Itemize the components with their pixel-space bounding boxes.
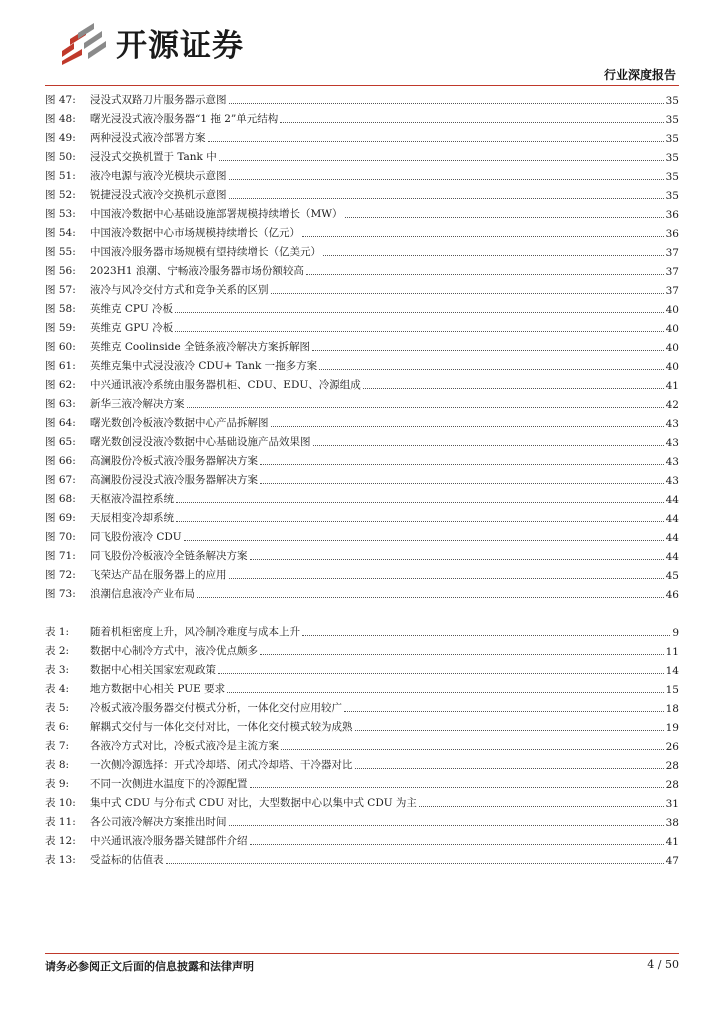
header-divider [45, 85, 679, 86]
entry-title: 英维克 Coolinside 全链条液冷解决方案拆解图 [90, 341, 311, 353]
table-entry[interactable] [45, 829, 679, 848]
table-entry[interactable] [45, 677, 679, 696]
entry-number: 图 72: [45, 569, 76, 581]
entry-page: 26 [665, 741, 679, 753]
entry-title: 英维克 CPU 冷板 [90, 303, 173, 315]
figure-entry[interactable] [45, 430, 679, 449]
figure-entry[interactable] [45, 164, 679, 183]
entry-title: 锐捷浸没式液冷交换机示意图 [90, 189, 227, 201]
entry-number: 图 70: [45, 531, 76, 543]
entry-title: 曙光数创冷板液冷数据中心产品拆解图 [90, 417, 269, 429]
dot-leader [280, 122, 663, 123]
entry-page: 37 [665, 285, 679, 297]
dot-leader [175, 312, 664, 313]
entry-number: 图 57: [45, 284, 76, 296]
entry-title: 曙光浸没式液冷服务器“1 拖 2”单元结构 [90, 113, 279, 125]
page-header [0, 0, 724, 90]
entry-page: 44 [665, 513, 679, 525]
figure-entry[interactable] [45, 316, 679, 335]
entry-page: 36 [665, 228, 679, 240]
entry-number: 表 3: [45, 664, 70, 676]
entry-page: 41 [665, 836, 679, 848]
entry-title: 中兴通讯液冷系统由服务器机柜、CDU、EDU、冷源组成 [90, 379, 361, 391]
table-entry[interactable] [45, 696, 679, 715]
entry-number: 图 66: [45, 455, 76, 467]
table-entry[interactable] [45, 791, 679, 810]
dot-leader [175, 331, 663, 332]
entry-number: 图 50: [45, 151, 76, 163]
entry-number: 表 13: [45, 854, 76, 866]
entry-number: 图 60: [45, 341, 76, 353]
figure-entry[interactable] [45, 525, 679, 544]
entry-page: 40 [665, 361, 679, 373]
entry-title: 液冷电源与液冷光模块示意图 [90, 170, 227, 182]
entry-title: 受益标的估值表 [90, 854, 164, 866]
entry-number: 图 52: [45, 189, 76, 201]
entry-page: 11 [665, 646, 679, 658]
entry-number: 图 73: [45, 588, 76, 600]
entry-number: 表 12: [45, 835, 76, 847]
footer-disclaimer: 请务必参阅正文后面的信息披露和法律声明 [45, 960, 254, 973]
table-entry[interactable] [45, 772, 679, 791]
entry-title: 飞荣达产品在服务器上的应用 [90, 569, 227, 581]
entry-title: 各公司液冷解决方案推出时间 [90, 816, 227, 828]
entry-number: 图 63: [45, 398, 76, 410]
dot-leader [227, 692, 664, 693]
entry-title: 高澜股份冷板式液冷服务器解决方案 [90, 455, 258, 467]
figure-entry[interactable] [45, 240, 679, 259]
dot-leader [250, 844, 664, 845]
entry-number: 图 62: [45, 379, 76, 391]
entry-title: 2023H1 浪潮、宁畅液冷服务器市场份额较高 [90, 265, 304, 277]
brand-name: 开源证券 [116, 28, 244, 64]
entry-number: 图 61: [45, 360, 76, 372]
dot-leader [229, 179, 664, 180]
entry-page: 35 [665, 114, 679, 126]
entry-number: 表 1: [45, 626, 70, 638]
entry-page: 40 [665, 342, 679, 354]
entry-page: 44 [665, 551, 679, 563]
entry-page: 44 [665, 494, 679, 506]
dot-leader [312, 350, 664, 351]
figure-entry[interactable] [45, 392, 679, 411]
table-entry[interactable] [45, 753, 679, 772]
entry-title: 浪潮信息液冷产业布局 [90, 588, 195, 600]
figure-entry[interactable] [45, 544, 679, 563]
figure-entry[interactable] [45, 202, 679, 221]
table-entry[interactable] [45, 715, 679, 734]
dot-leader [229, 198, 664, 199]
entry-page: 35 [665, 190, 679, 202]
entry-title: 数据中心相关国家宏观政策 [90, 664, 216, 676]
entry-page: 35 [665, 152, 679, 164]
brand-logo [60, 20, 244, 65]
entry-title: 解耦式交付与一体化交付对比，一体化交付模式较为成熟 [90, 721, 353, 733]
report-type-label: 行业深度报告 [603, 68, 676, 82]
entry-number: 图 58: [45, 303, 76, 315]
dot-leader [187, 407, 664, 408]
entry-number: 表 11: [45, 816, 76, 828]
entry-number: 图 71: [45, 550, 76, 562]
entry-page: 31 [665, 798, 679, 810]
dot-leader [260, 464, 664, 465]
figure-entry[interactable] [45, 563, 679, 582]
entry-page: 47 [665, 855, 679, 867]
entry-page: 44 [665, 532, 679, 544]
table-entry[interactable] [45, 810, 679, 829]
dot-leader [218, 673, 664, 674]
entry-title: 一次侧冷源选择：开式冷却塔、闭式冷却塔、干冷器对比 [90, 759, 353, 771]
dot-leader [319, 369, 663, 370]
dot-leader [271, 426, 664, 427]
entry-page: 45 [665, 570, 679, 582]
entry-page: 15 [665, 684, 679, 696]
dot-leader [250, 787, 664, 788]
entry-page: 42 [665, 399, 679, 411]
entry-title: 浸没式交换机置于 Tank 中 [90, 151, 217, 163]
entry-title: 随着机柜密度上升，风冷制冷难度与成本上升 [90, 626, 300, 638]
dot-leader [313, 445, 664, 446]
entry-number: 表 2: [45, 645, 70, 657]
dot-leader [229, 825, 664, 826]
figure-entry[interactable] [45, 506, 679, 525]
entry-number: 图 53: [45, 208, 76, 220]
entry-title: 中国液冷数据中心市场规模持续增长（亿元） [90, 227, 300, 239]
dot-leader [345, 217, 664, 218]
dot-leader [355, 768, 664, 769]
entry-number: 图 56: [45, 265, 76, 277]
dot-leader [250, 559, 664, 560]
figure-entry[interactable] [45, 582, 679, 601]
entry-number: 图 65: [45, 436, 76, 448]
entry-number: 表 9: [45, 778, 70, 790]
figure-entry[interactable] [45, 297, 679, 316]
figure-entry[interactable] [45, 183, 679, 202]
entry-title: 各液冷方式对比，冷板式液冷是主流方案 [90, 740, 279, 752]
entry-title: 集中式 CDU 与分布式 CDU 对比，大型数据中心以集中式 CDU 为主 [90, 797, 417, 809]
entry-title: 液冷与风冷交付方式和竞争关系的区别 [90, 284, 269, 296]
entry-page: 28 [665, 760, 679, 772]
dot-leader [184, 540, 664, 541]
figure-entry[interactable] [45, 449, 679, 468]
entry-page: 19 [665, 722, 679, 734]
entry-title: 新华三液冷解决方案 [90, 398, 185, 410]
entry-page: 37 [665, 247, 679, 259]
dot-leader [355, 730, 664, 731]
entry-title: 地方数据中心相关 PUE 要求 [90, 683, 226, 695]
dot-leader [302, 635, 670, 636]
entry-number: 表 8: [45, 759, 70, 771]
entry-page: 35 [665, 95, 679, 107]
dot-leader [176, 502, 664, 503]
entry-page: 35 [665, 171, 679, 183]
entry-number: 图 69: [45, 512, 76, 524]
dot-leader [260, 483, 664, 484]
entry-title: 曙光数创浸没液冷数据中心基础设施产品效果图 [90, 436, 311, 448]
entry-page: 43 [665, 456, 679, 468]
entry-title: 天枢液冷温控系统 [90, 493, 174, 505]
entry-page: 41 [665, 380, 679, 392]
entry-title: 同飞股份液冷 CDU [90, 531, 182, 543]
figure-entry[interactable] [45, 88, 679, 107]
entry-number: 表 4: [45, 683, 70, 695]
entry-number: 表 10: [45, 797, 76, 809]
figure-entry[interactable] [45, 259, 679, 278]
table-entry[interactable] [45, 639, 679, 658]
entry-page: 40 [665, 323, 679, 335]
entry-number: 图 55: [45, 246, 76, 258]
entry-number: 图 48: [45, 113, 76, 125]
dot-leader [306, 274, 664, 275]
dot-leader [271, 293, 664, 294]
entry-title: 冷板式液冷服务器交付模式分析，一体化交付应用较广 [90, 702, 342, 714]
entry-number: 图 49: [45, 132, 76, 144]
entry-number: 图 67: [45, 474, 76, 486]
entry-title: 英维克 GPU 冷板 [90, 322, 174, 334]
entry-page: 37 [665, 266, 679, 278]
page-number: 4 / 50 [647, 958, 679, 971]
entry-page: 9 [672, 627, 679, 639]
entry-title: 不同一次侧进水温度下的冷源配置 [90, 778, 248, 790]
entry-page: 18 [665, 703, 679, 715]
entry-title: 中国液冷数据中心基础设施部署规模持续增长（MW） [90, 208, 343, 220]
footer-divider [45, 953, 679, 954]
entry-number: 表 7: [45, 740, 70, 752]
entry-number: 表 6: [45, 721, 70, 733]
figure-entry[interactable] [45, 145, 679, 164]
table-entry[interactable] [45, 848, 679, 867]
entry-page: 35 [665, 133, 679, 145]
dot-leader [419, 806, 664, 807]
entry-page: 36 [665, 209, 679, 221]
entry-title: 数据中心制冷方式中，液冷优点颇多 [90, 645, 258, 657]
entry-page: 46 [665, 589, 679, 601]
figure-entry[interactable] [45, 468, 679, 487]
dot-leader [281, 749, 664, 750]
figure-entry[interactable] [45, 373, 679, 392]
dot-leader [166, 863, 664, 864]
dot-leader [363, 388, 664, 389]
dot-leader [208, 141, 664, 142]
dot-leader [323, 255, 664, 256]
entry-page: 40 [665, 304, 679, 316]
figure-entry[interactable] [45, 278, 679, 297]
dot-leader [219, 160, 664, 161]
entry-page: 28 [665, 779, 679, 791]
entry-title: 中兴通讯液冷服务器关键部件介绍 [90, 835, 248, 847]
entry-title: 中国液冷服务器市场规模有望持续增长（亿美元） [90, 246, 321, 258]
figure-entry[interactable] [45, 126, 679, 145]
dot-leader [302, 236, 664, 237]
entry-number: 表 5: [45, 702, 70, 714]
dot-leader [197, 597, 664, 598]
dot-leader [260, 654, 664, 655]
figure-entry[interactable] [45, 487, 679, 506]
entry-number: 图 68: [45, 493, 76, 505]
brand-logo-icon [60, 21, 110, 65]
table-entry[interactable] [45, 620, 679, 639]
dot-leader [176, 521, 664, 522]
dot-leader [229, 103, 664, 104]
figure-entry[interactable] [45, 107, 679, 126]
dot-leader [229, 578, 664, 579]
entry-page: 43 [665, 437, 679, 449]
dot-leader [344, 711, 664, 712]
entry-number: 图 54: [45, 227, 76, 239]
entry-page: 38 [665, 817, 679, 829]
entry-page: 14 [665, 665, 679, 677]
table-entry[interactable] [45, 734, 679, 753]
figure-entry[interactable] [45, 335, 679, 354]
figure-entry[interactable] [45, 354, 679, 373]
entry-number: 图 64: [45, 417, 76, 429]
figure-entry[interactable] [45, 221, 679, 240]
table-list [45, 620, 679, 867]
entry-page: 43 [665, 475, 679, 487]
figure-entry[interactable] [45, 411, 679, 430]
entry-title: 高澜股份浸没式液冷服务器解决方案 [90, 474, 258, 486]
entry-page: 43 [665, 418, 679, 430]
entry-title: 两种浸没式液冷部署方案 [90, 132, 206, 144]
entry-title: 英维克集中式浸没液冷 CDU+ Tank 一拖多方案 [90, 360, 318, 372]
entry-number: 图 51: [45, 170, 76, 182]
entry-title: 浸没式双路刀片服务器示意图 [90, 94, 227, 106]
entry-title: 同飞股份冷板液冷全链条解决方案 [90, 550, 248, 562]
figure-list [45, 88, 679, 601]
entry-number: 图 59: [45, 322, 76, 334]
table-entry[interactable] [45, 658, 679, 677]
entry-number: 图 47: [45, 94, 76, 106]
entry-title: 天辰相变冷却系统 [90, 512, 174, 524]
